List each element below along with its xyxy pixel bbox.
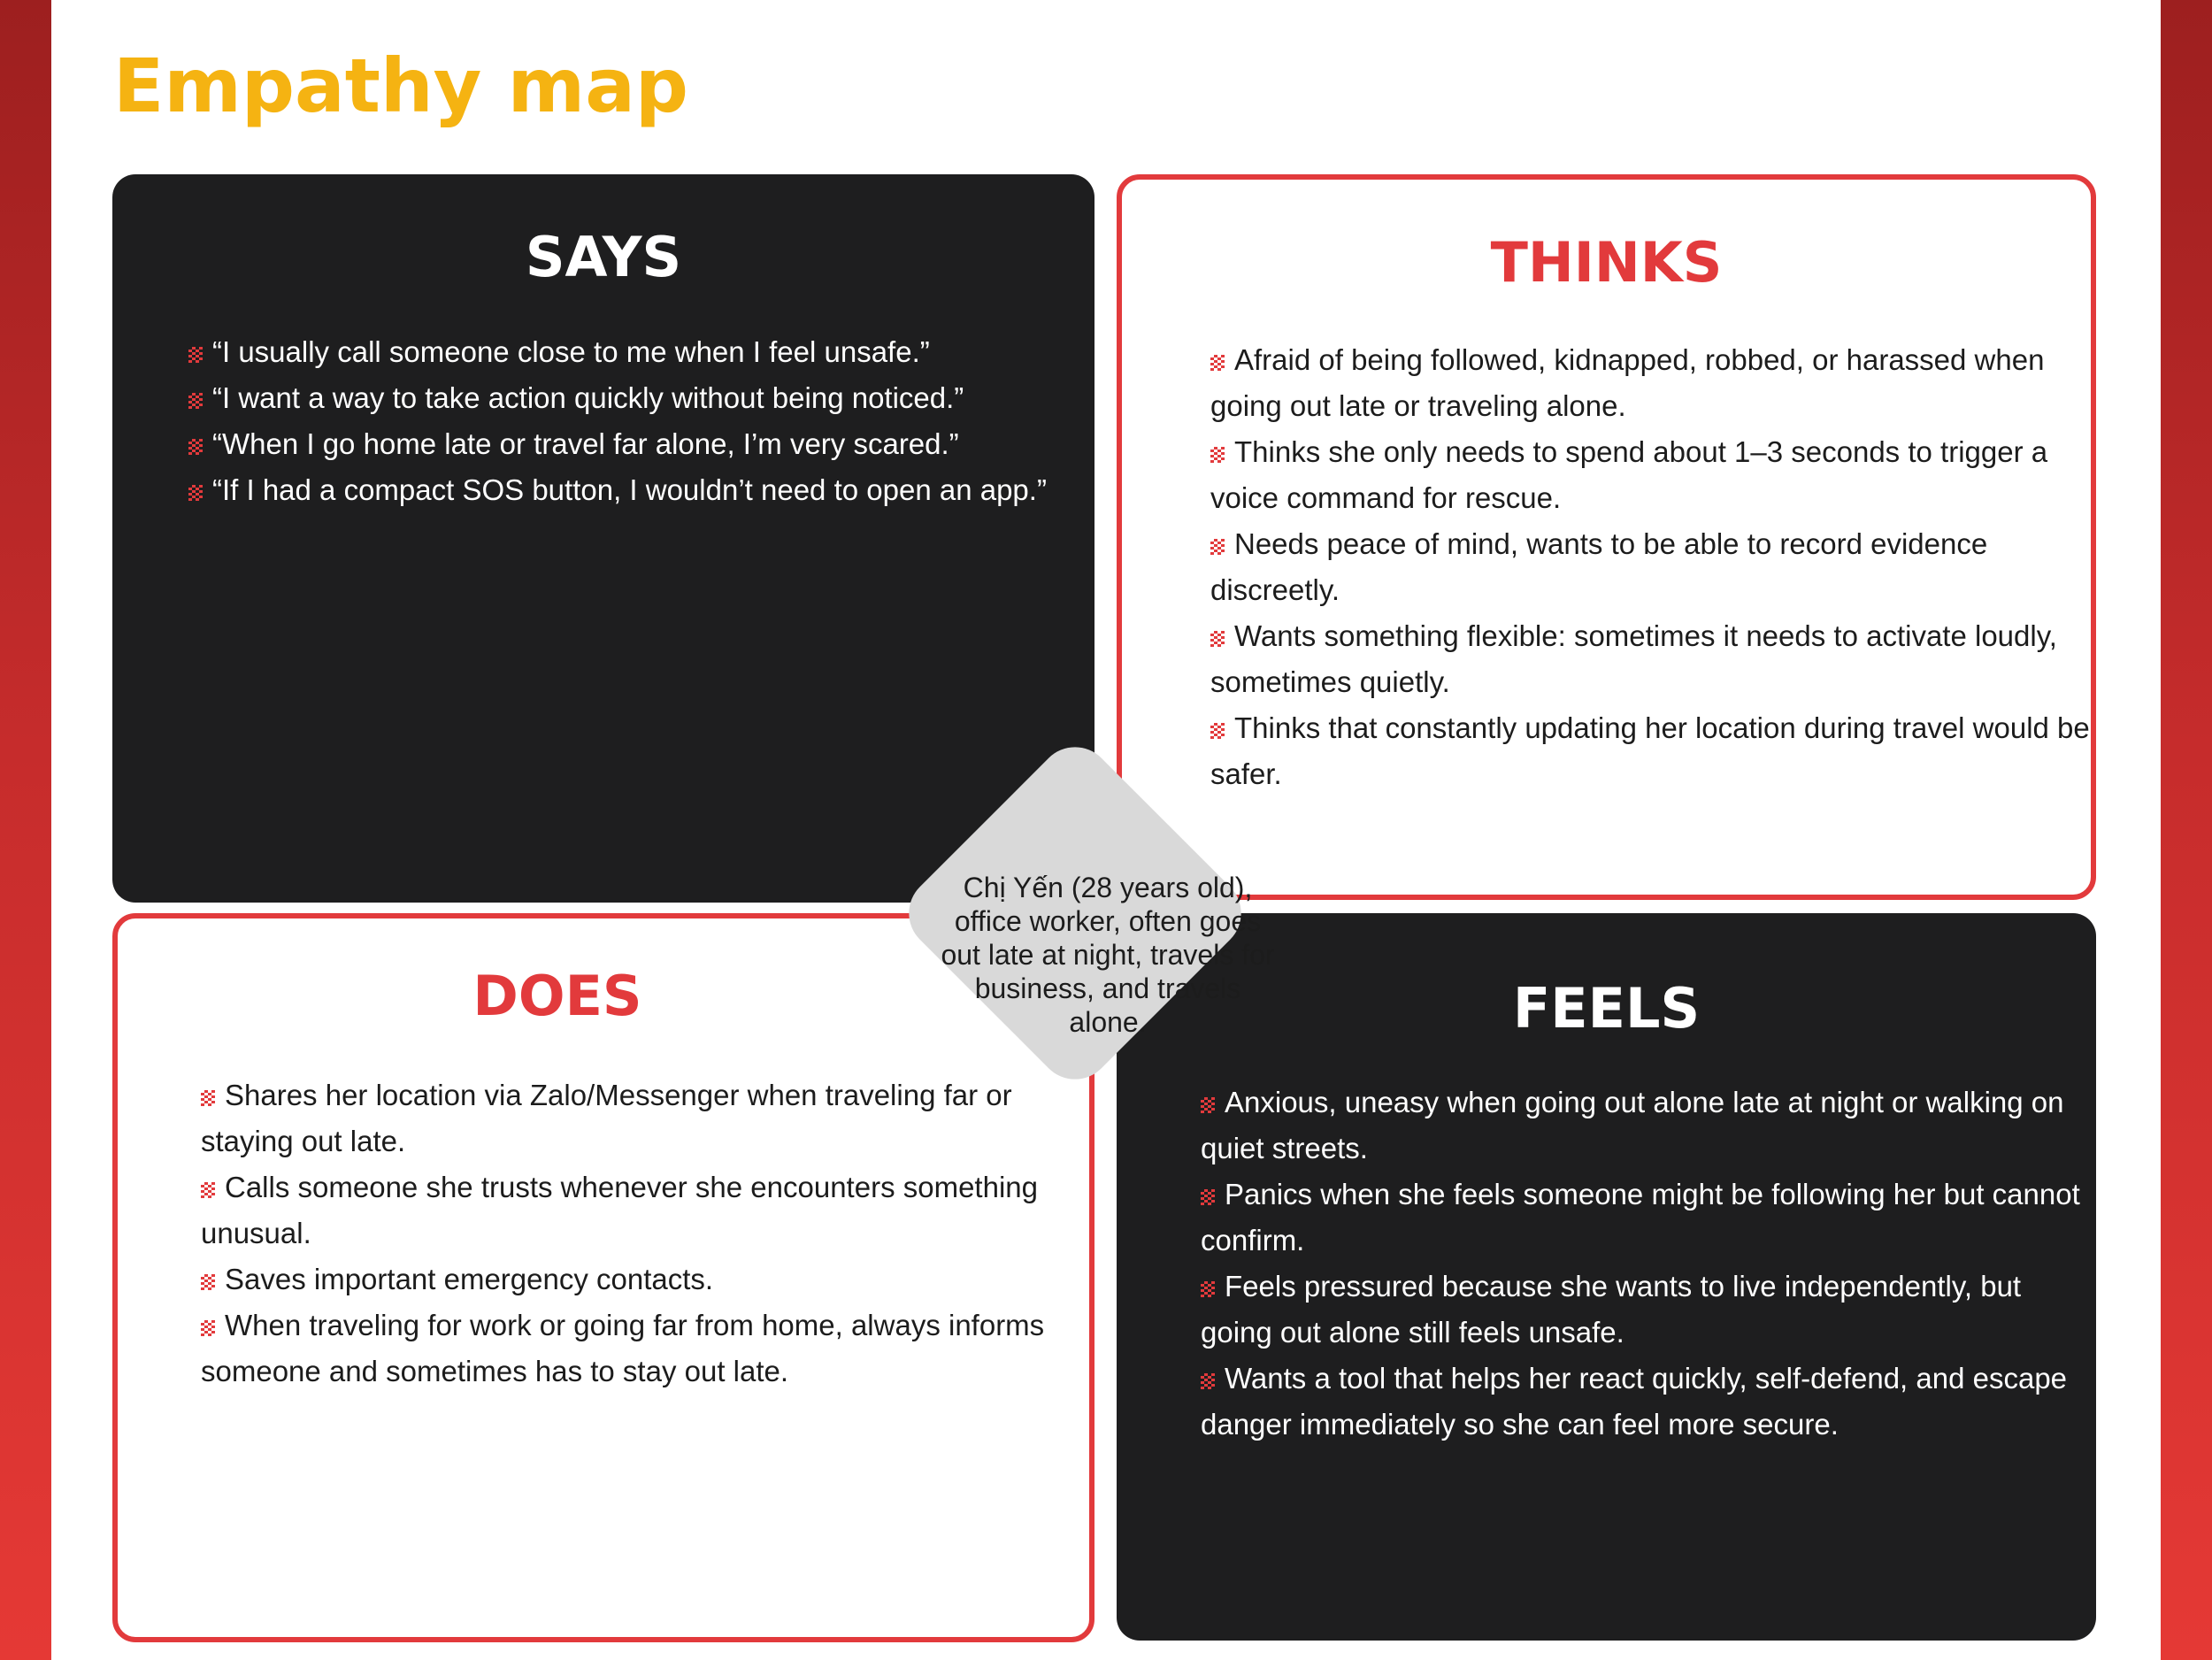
x-bullet-icon — [1210, 355, 1225, 371]
x-bullet-icon — [201, 1320, 215, 1336]
x-bullet-icon — [1201, 1281, 1215, 1297]
page-title: Empathy map — [113, 42, 689, 129]
x-bullet-icon — [1201, 1373, 1215, 1389]
thinks-item-text: Needs peace of mind, wants to be able to record evidence discreetly. — [1210, 527, 1988, 606]
x-bullet-icon — [201, 1090, 215, 1106]
list-item — [1201, 1080, 2090, 1172]
says-item-text: “I want a way to take action quickly without being noticed.” — [212, 381, 964, 414]
says-title: SAYS — [525, 225, 682, 289]
does-title: DOES — [472, 964, 642, 1028]
x-bullet-icon — [201, 1274, 215, 1290]
list-item — [1201, 1172, 2090, 1264]
feels-list — [1201, 1080, 2090, 1448]
list-item — [1201, 1356, 2090, 1448]
x-bullet-icon — [1201, 1097, 1215, 1113]
thinks-title: THINKS — [1490, 230, 1723, 295]
list-item — [1210, 613, 2095, 705]
feels-item-text: Anxious, uneasy when going out alone late at night or walking on quiet streets. — [1201, 1086, 2064, 1164]
right-red-border — [2161, 0, 2212, 1660]
x-bullet-icon — [1201, 1189, 1215, 1205]
thinks-panel — [1117, 174, 2096, 900]
does-item-text: Saves important emergency contacts. — [225, 1263, 714, 1295]
list-item — [201, 1072, 1094, 1164]
says-item-text: “I usually call someone close to me when I feel unsafe.” — [212, 335, 930, 368]
does-list — [201, 1072, 1094, 1395]
thinks-item-text: Wants something flexible: sometimes it needs to activate loudly, sometimes quietly. — [1210, 619, 2057, 698]
list-item — [201, 1164, 1094, 1257]
x-bullet-icon — [1210, 447, 1225, 463]
feels-item-text: Wants a tool that helps her react quickly, self-defend, and escape danger immediately so she can feel more secure. — [1201, 1362, 2068, 1441]
says-panel — [112, 174, 1094, 903]
x-bullet-icon — [1210, 723, 1225, 739]
says-item-text: “If I had a compact SOS button, I wouldn’t need to open an app.” — [212, 473, 1047, 506]
x-bullet-icon — [188, 485, 203, 501]
feels-item-text: Feels pressured because she wants to live independently, but going out alone still feels unsafe. — [1201, 1270, 2022, 1349]
list-item — [188, 421, 1073, 467]
list-item — [188, 375, 1073, 421]
says-list — [188, 329, 1073, 513]
list-item — [201, 1303, 1094, 1395]
thinks-item-text: Thinks that constantly updating her location during travel would be safer. — [1210, 711, 2090, 790]
list-item — [201, 1257, 1094, 1303]
list-item — [1210, 429, 2095, 521]
list-item — [188, 467, 1073, 513]
list-item — [188, 329, 1073, 375]
says-item-text: “When I go home late or travel far alone, I’m very scared.” — [212, 427, 959, 460]
does-item-text: Shares her location via Zalo/Messenger when traveling far or staying out late. — [201, 1079, 1012, 1157]
does-item-text: When traveling for work or going far from home, always informs someone and sometimes has to stay out late. — [201, 1309, 1045, 1387]
x-bullet-icon — [1210, 631, 1225, 647]
persona-description: Chị Yến (28 years old), office worker, often goes out late at night, travels for business, and travels alone. — [941, 872, 1275, 1038]
left-red-border — [0, 0, 51, 1660]
list-item — [1201, 1264, 2090, 1356]
thinks-item-text: Thinks she only needs to spend about 1–3 seconds to trigger a voice command for rescue. — [1210, 435, 2048, 514]
x-bullet-icon — [188, 393, 203, 409]
x-bullet-icon — [1210, 539, 1225, 555]
does-item-text: Calls someone she trusts whenever she encounters something unusual. — [201, 1171, 1038, 1249]
list-item — [1210, 521, 2095, 613]
thinks-item-text: Afraid of being followed, kidnapped, robbed, or harassed when going out late or traveling alone. — [1210, 343, 2045, 422]
x-bullet-icon — [188, 439, 203, 455]
x-bullet-icon — [201, 1182, 215, 1198]
feels-item-text: Panics when she feels someone might be following her but cannot confirm. — [1201, 1178, 2080, 1257]
list-item — [1210, 705, 2095, 797]
thinks-list — [1210, 337, 2095, 797]
list-item — [1210, 337, 2095, 429]
x-bullet-icon — [188, 347, 203, 363]
feels-title: FEELS — [1512, 976, 1701, 1041]
